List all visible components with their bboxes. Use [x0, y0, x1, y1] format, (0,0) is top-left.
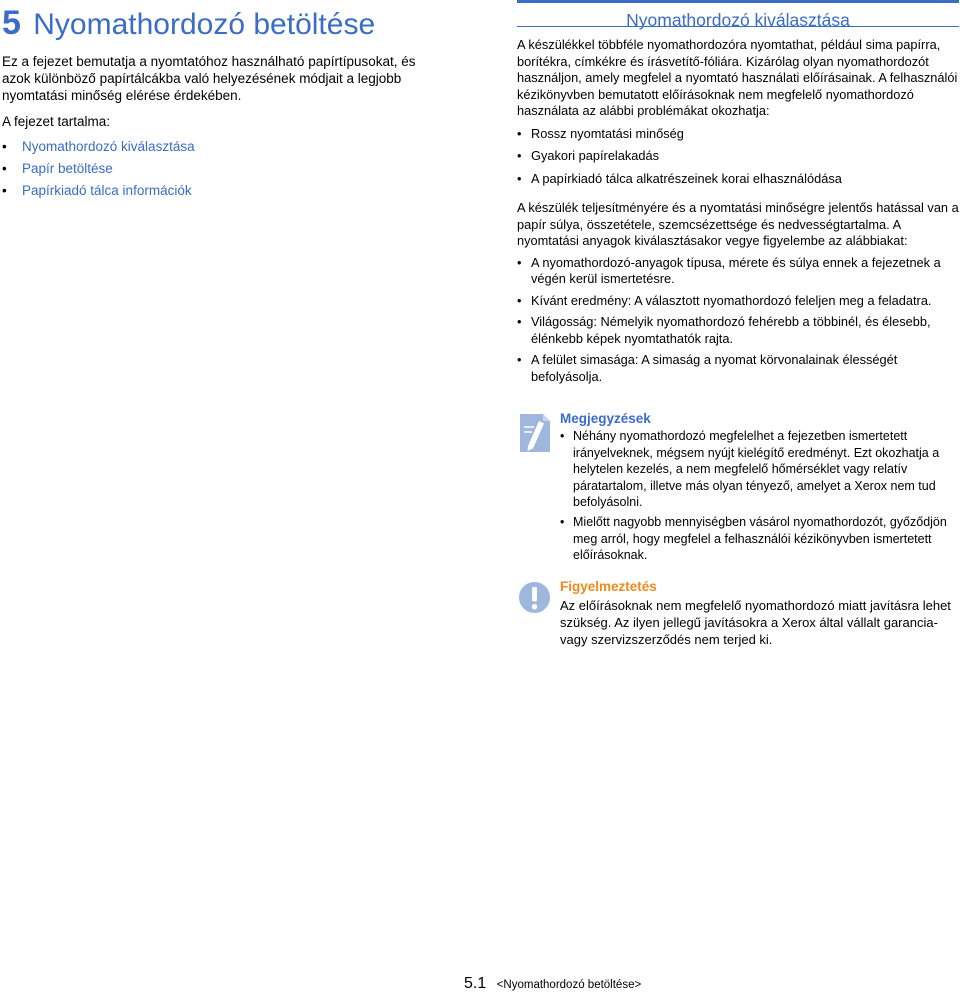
exclamation-icon	[518, 581, 551, 614]
list-item: • A nyomathordozó-anyagok típusa, mérete és súlya ennek a fejezetnek a végén kerül ismertetésre.	[517, 255, 959, 288]
list-item: • A felület simasága: A simaság a nyomat körvonalainak élességét befolyásolja.	[517, 352, 959, 385]
caution-title: Figyelmeztetés	[560, 579, 657, 594]
list-item: • Gyakori papírelakadás	[517, 148, 959, 165]
chapter-title-text: Nyomathordozó betöltése	[33, 8, 376, 41]
intro-paragraph: Ez a fejezet bemutatja a nyomtatóhoz használható papírtípusokat, és azok különböző papírtálcákba való helyezésének módjait a legjobb nyomtatási minőség elérése érdekében.	[2, 54, 416, 103]
contents-link-loading-paper[interactable]: • Papír betöltése	[2, 158, 422, 180]
note-list	[560, 428, 959, 564]
section-heading: Nyomathordozó kiválasztása	[517, 0, 959, 27]
list-item: • A papírkiadó tálca alkatrészeinek korai elhasználódása	[517, 171, 959, 188]
list-item: • Néhány nyomathordozó megfelelhet a fejezetben ismertetett irányelveknek, mégsem nyújt kielégítő eredményt. Ezt okozhatja a helytelen kezelés, a nem megfelelő hőmérséklet vagy relatív páratartalom, illetve más olyan tényező, amelyet a Xerox nem tud befolyásolni.	[560, 428, 959, 511]
caution-text: Az előírásoknak nem megfelelő nyomathordozó miatt javításra lehet szükség. Az ilyen jellegű javításokra a Xerox által vállalt garancia- vagy szervizszerződés nem terjed ki.	[560, 598, 951, 647]
note-title: Megjegyzések	[560, 411, 651, 426]
chapter-number: 5	[2, 4, 21, 42]
list-item: • Világosság: Némelyik nyomathordozó fehérebb a többinél, és élesebb, élénkebb képek nyomtathatók rajta.	[517, 314, 959, 347]
list-item: • Mielőtt nagyobb mennyiségben vásárol nyomathordozót, győződjön meg arról, hogy megfelel a felhasználói kézikönyvben ismertetett előírásoknak.	[560, 514, 959, 564]
chapter-title	[2, 4, 375, 43]
page-footer	[464, 975, 641, 993]
list-item: • Rossz nyomtatási minőség	[517, 126, 959, 143]
contents-label: A fejezet tartalma:	[2, 114, 111, 129]
list-item: • Kívánt eredmény: A választott nyomathordozó feleljen meg a feladatra.	[517, 293, 959, 310]
section-paragraph-2: A készülék teljesítményére és a nyomtatási minőségre jelentős hatással van a papír súlya, összetétele, szemcsézettsége és nedvességtartalma. A nyomtatási anyagok kiválasztásakor vegye figyelembe az alábbiakat:	[517, 200, 959, 248]
section-media-selection	[517, 0, 959, 385]
chapter-intro	[2, 53, 422, 202]
contents-link-output-tray[interactable]: • Papírkiadó tálca információk	[2, 180, 422, 202]
problems-list	[517, 126, 959, 188]
caution-box	[517, 579, 959, 648]
footer-chapter-ref: <Nyomathordozó betöltése>	[496, 979, 642, 991]
note-box	[517, 411, 959, 564]
page-number: 5.1	[464, 975, 487, 992]
note-pencil-icon	[517, 413, 551, 453]
contents-link-media-selection[interactable]: • Nyomathordozó kiválasztása	[2, 136, 422, 158]
considerations-list	[517, 255, 959, 386]
section-paragraph-1: A készülékkel többféle nyomathordozóra nyomtathat, például sima papírra, borítékra, címkékre és írásvetítő-fóliára. Kizárólag olyan nyomathordozót használjon, amely megfelel a nyomtató használati előírásainak. A felhasználói kézikönyvben bemutatott előírásoknak nem megfelelő nyomathordozó használata az alábbi problémákat okozhatja:	[517, 37, 958, 118]
chapter-contents-list	[2, 136, 422, 202]
